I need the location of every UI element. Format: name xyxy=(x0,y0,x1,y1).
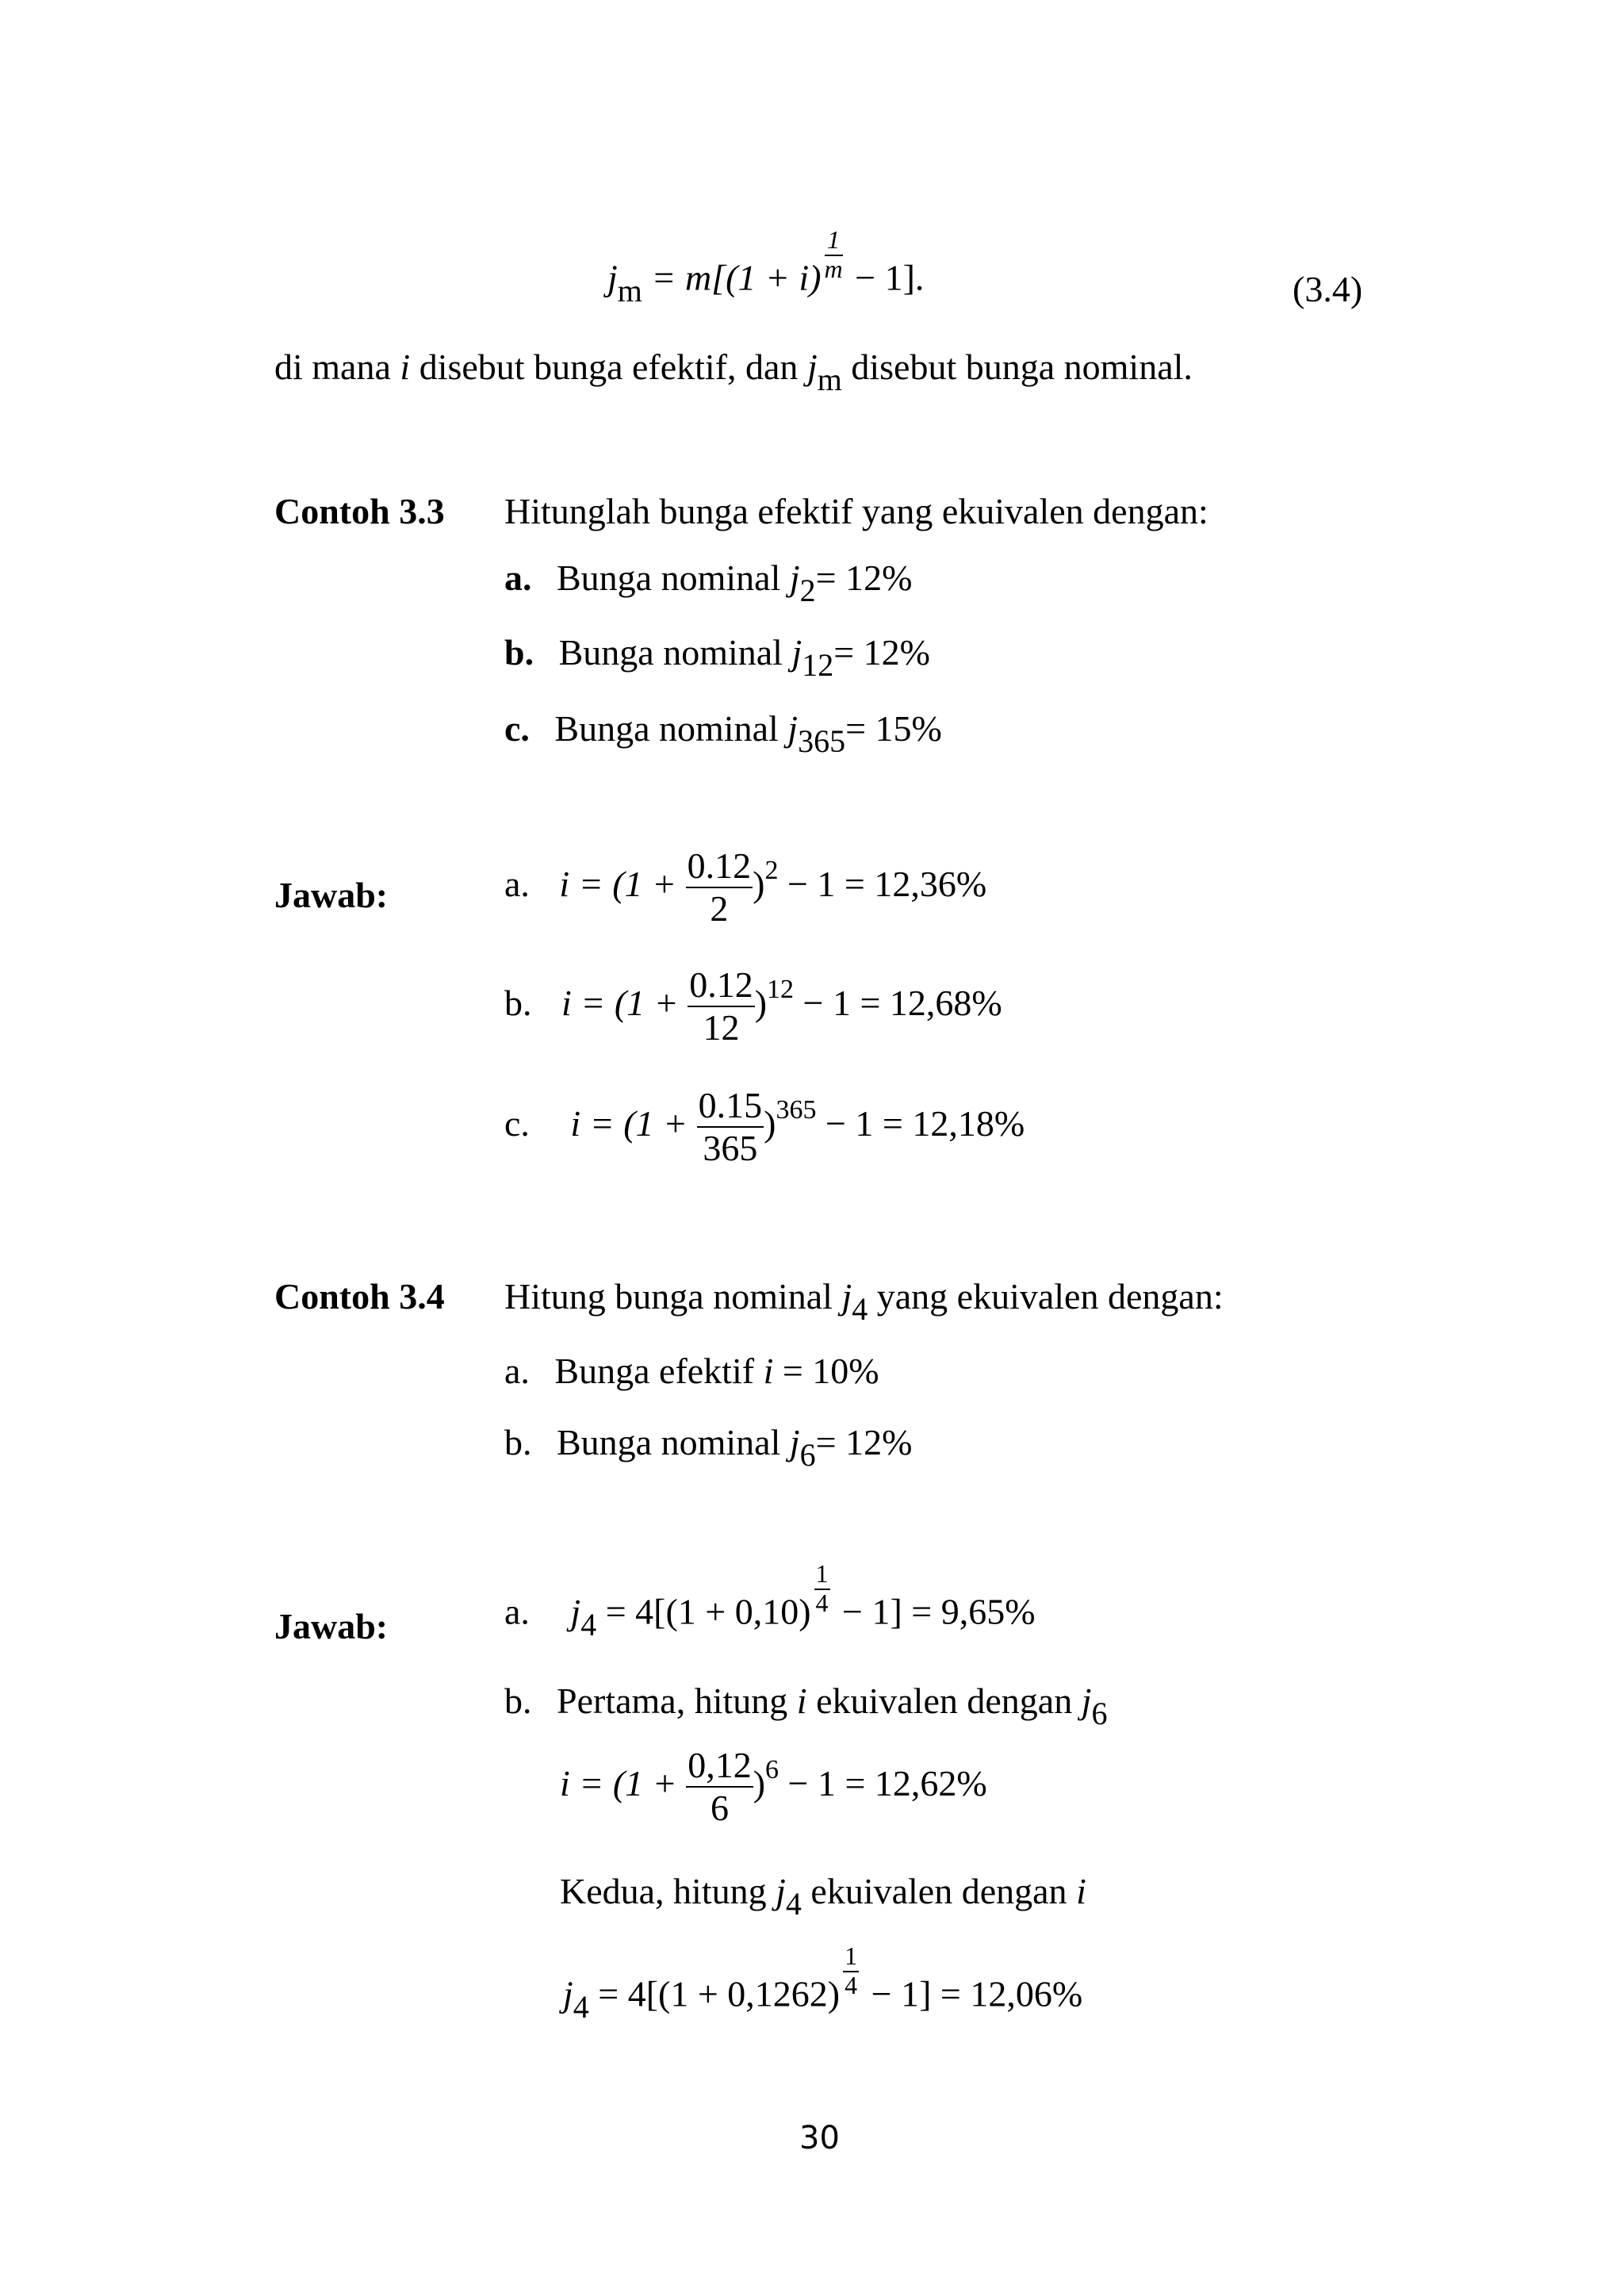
contoh-3-4-question: Hitung bunga nominal j4 yang ekuivalen dengan: xyxy=(504,1276,1224,1327)
jawab-3-4-b: b. Pertama, hitung i ekuivalen dengan j6 xyxy=(504,1681,1108,1731)
contoh-3-4-item-b: b. Bunga nominal j6= 12% xyxy=(504,1422,913,1473)
eq-lhs-j: j xyxy=(607,257,618,298)
jawab-3-3-a: a. i = (1 + $\frac{0.12}{2}$ )$^2$ − 1 = 12,36% xyxy=(504,845,987,929)
eq-rhs-post: − 1]. xyxy=(845,257,925,298)
jawab-3-4-a: a. j4 = 4[(1 + 0,10) $\frac{1}{4}$ − 1] = 9,65% xyxy=(504,1559,1036,1642)
exponent-fraction: $\frac{1}{4}$ xyxy=(815,1559,829,1617)
fraction: $\frac{0.12}{12}$ xyxy=(689,964,753,1048)
eq-rhs-pre: = m[(1 + i) xyxy=(642,257,822,298)
fraction: $\frac{0.15}{365}$ xyxy=(698,1085,763,1169)
jawab-3-4-label: Jawab: xyxy=(274,1606,389,1646)
exponent-fraction: $\frac{1}{4}$ xyxy=(845,1941,858,1999)
contoh-3-4-item-a: a. Bunga efektif i = 10% xyxy=(504,1351,879,1391)
equation-3-4 xyxy=(607,225,925,309)
contoh-3-3-item-c: c. Bunga nominal j365= 15% xyxy=(504,708,942,759)
page-number: 30 xyxy=(799,2120,840,2156)
jawab-3-3-c: c. i = (1 + $\frac{0.15}{365}$ )$^{365}$ − 1 = 12,18% xyxy=(504,1085,1025,1169)
eq-exponent: $\frac{1}{m}$ xyxy=(824,225,843,283)
equation-j4: j4 = 4[(1 + 0,1262) $\frac{1}{4}$ − 1] = 12,06% xyxy=(563,1941,1083,2025)
definition-line: di mana i disebut bunga efektif, dan jm disebut bunga nominal. xyxy=(274,347,1193,397)
contoh-3-3-item-a: a. Bunga nominal j2= 12% xyxy=(504,558,913,608)
jawab-3-3-label: Jawab: xyxy=(274,875,389,915)
fraction: $\frac{0.12}{2}$ xyxy=(687,845,752,929)
kedua-line: Kedua, hitung j4 ekuivalen dengan i xyxy=(560,1871,1086,1922)
equation-i-eq: i = (1 + $\frac{0,12}{6}$ )$^6$ − 1 = 12,62% xyxy=(560,1745,987,1829)
jawab-3-3-b: b. i = (1 + $\frac{0.12}{12}$ )$^{12}$ − 1 = 12,68% xyxy=(504,964,1002,1048)
equation-number: (3.4) xyxy=(1293,269,1363,309)
contoh-3-3-item-b: b. Bunga nominal j12= 12% xyxy=(504,632,930,683)
contoh-3-3-question: Hitunglah bunga efektif yang ekuivalen dengan: xyxy=(504,491,1208,531)
eq-lhs-sub: m xyxy=(617,272,642,309)
contoh-3-4-label: Contoh 3.4 xyxy=(274,1276,445,1317)
contoh-3-3-label: Contoh 3.3 xyxy=(274,491,445,531)
fraction: $\frac{0,12}{6}$ xyxy=(688,1745,752,1829)
